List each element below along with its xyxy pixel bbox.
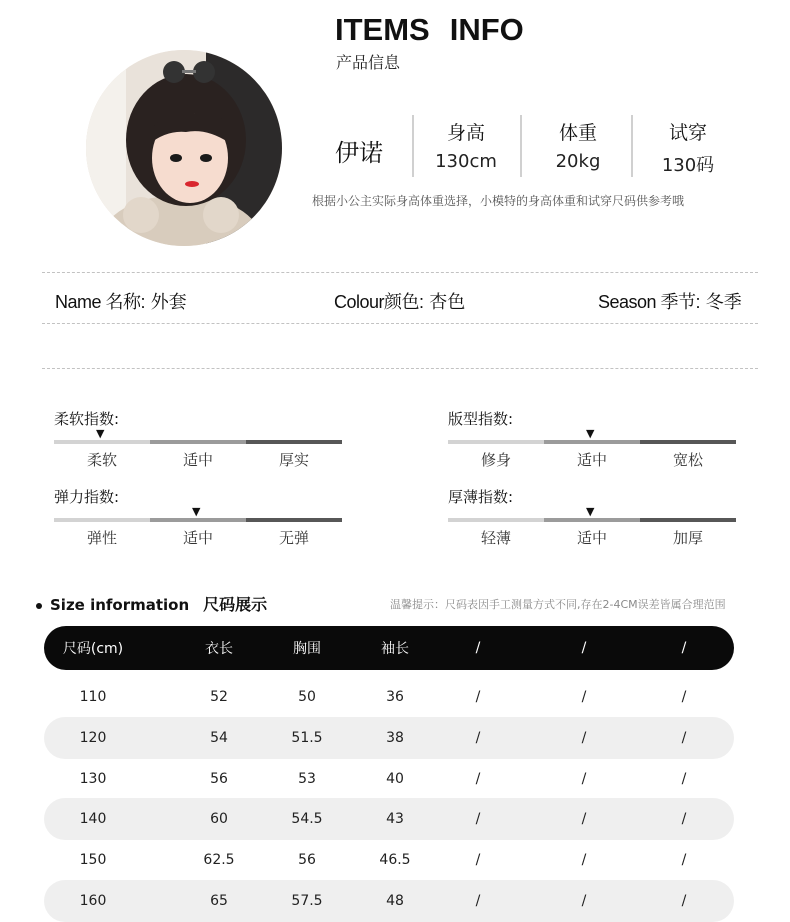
index-bar-segment — [544, 440, 640, 444]
table-cell: / — [581, 770, 587, 787]
table-header-cell: 袖长 — [381, 641, 409, 657]
table-cell: 50 — [298, 689, 316, 705]
index-bar — [54, 518, 342, 522]
dashed-divider — [42, 323, 758, 324]
model-note: 根据小公主实际身高体重选择，小模特的身高体重和试穿尺码供参考哦 — [312, 194, 685, 208]
divider — [412, 115, 414, 177]
title-word-info: INFO — [449, 12, 524, 47]
index-marker-icon: ▼ — [192, 505, 201, 518]
index-bar-segment — [640, 440, 736, 444]
page-subtitle: 产品信息 — [336, 53, 401, 72]
table-cell: 51.5 — [291, 729, 323, 746]
table-cell: / — [581, 729, 587, 746]
index-bar — [448, 440, 736, 444]
stat-value: 130cm — [435, 151, 497, 172]
table-cell: 65 — [210, 893, 228, 909]
table-cell: 56 — [298, 852, 316, 869]
table-cell: / — [681, 729, 687, 746]
table-cell: 57.5 — [291, 893, 323, 909]
index-label: 适中 — [182, 529, 213, 547]
size-heading-zh: 尺码展示 — [203, 595, 268, 614]
table-cell: / — [581, 893, 587, 909]
table-cell: 52 — [210, 689, 228, 705]
table-cell: 160 — [79, 893, 107, 909]
table-cell: / — [475, 729, 481, 746]
index-label: 加厚 — [672, 529, 703, 547]
index-marker-icon: ▼ — [586, 427, 595, 440]
table-cell: / — [475, 893, 481, 909]
table-header-cell: 衣长 — [205, 641, 233, 657]
stat-value: 130码 — [661, 155, 715, 176]
table-header-cell: 胸围 — [293, 641, 321, 657]
index-marker-icon: ▼ — [586, 505, 595, 518]
table-cell: 140 — [79, 811, 107, 828]
stat-height — [418, 118, 514, 172]
index-bar-segment — [54, 518, 150, 522]
table-cell: 53 — [298, 770, 316, 787]
index-bar — [54, 440, 342, 444]
product-name-value: 外套 — [150, 292, 187, 313]
divider — [631, 115, 633, 177]
product-season-label: Season 季节: — [598, 292, 701, 312]
product-colour — [334, 288, 465, 314]
product-colour-value: 杏色 — [429, 292, 466, 313]
stat-label: 身高 — [446, 122, 485, 144]
table-cell: 46.5 — [379, 852, 411, 869]
index-label: 厚实 — [278, 451, 309, 469]
table-cell: / — [475, 811, 481, 828]
index-bar-segment — [246, 518, 342, 522]
index-title: 弹力指数: — [54, 488, 120, 506]
product-name-label: Name 名称: — [55, 292, 146, 312]
index-bar-segment — [246, 440, 342, 444]
product-season-value: 冬季 — [705, 292, 742, 313]
table-cell: 36 — [386, 689, 404, 705]
table-cell: / — [581, 852, 587, 869]
table-header-cell: / — [581, 640, 587, 656]
index-label: 轻薄 — [480, 529, 511, 547]
table-cell: 56 — [210, 770, 228, 787]
table-row — [44, 758, 734, 800]
table-cell: / — [681, 689, 687, 705]
stat-value: 20kg — [555, 151, 601, 172]
table-cell: / — [475, 689, 481, 705]
size-tip: 温馨提示：尺码表因手工测量方式不同,存在2-4CM误差皆属合理范围 — [390, 598, 726, 611]
table-cell: / — [681, 770, 687, 787]
index-label: 适中 — [576, 451, 607, 469]
index-label: 适中 — [182, 451, 213, 469]
index-title: 厚薄指数: — [448, 488, 514, 506]
table-cell: 48 — [386, 893, 404, 909]
table-cell: 60 — [210, 811, 228, 828]
index-label: 修身 — [480, 451, 511, 469]
table-cell: 40 — [386, 770, 404, 787]
index-bar-segment — [640, 518, 736, 522]
model-name: 伊诺 — [335, 139, 383, 167]
product-colour-label: Colour颜色: — [334, 292, 424, 312]
table-header-cell: 尺码(cm) — [62, 641, 124, 657]
model-avatar — [86, 50, 282, 246]
table-cell: / — [581, 811, 587, 828]
table-row — [44, 717, 734, 759]
stat-label: 体重 — [558, 122, 597, 144]
table-cell: / — [681, 811, 687, 828]
table-cell: 54.5 — [291, 811, 323, 828]
index-bar-segment — [150, 440, 246, 444]
table-cell: / — [681, 852, 687, 869]
table-row — [44, 880, 734, 922]
index-label: 宽松 — [672, 451, 703, 469]
table-cell: 54 — [210, 729, 228, 746]
table-header-cell: / — [681, 640, 687, 656]
title-word-items: ITEMS — [335, 12, 430, 47]
index-bar-segment — [54, 440, 150, 444]
index-title: 柔软指数: — [54, 410, 120, 428]
index-bar-segment — [448, 440, 544, 444]
index-label: 弹性 — [86, 529, 117, 547]
table-row — [44, 839, 734, 881]
size-heading-en: Size information — [50, 596, 190, 614]
table-cell: 43 — [386, 811, 404, 828]
table-cell: 120 — [79, 729, 107, 746]
stat-weight — [530, 118, 626, 172]
table-cell: / — [475, 852, 481, 869]
table-cell: 38 — [386, 729, 404, 746]
table-row — [44, 798, 734, 840]
product-name — [55, 288, 187, 314]
divider — [520, 115, 522, 177]
index-bar — [448, 518, 736, 522]
index-label: 适中 — [576, 529, 607, 547]
page-title — [335, 12, 524, 48]
index-label: 无弹 — [278, 529, 309, 547]
bullet-dot-icon — [36, 603, 42, 609]
size-heading — [36, 592, 267, 615]
index-bar-segment — [150, 518, 246, 522]
table-row — [44, 676, 734, 718]
stat-label: 试穿 — [668, 122, 707, 144]
table-cell: 62.5 — [203, 852, 235, 869]
dashed-divider — [42, 272, 758, 273]
table-cell: / — [581, 689, 587, 705]
index-bar-segment — [544, 518, 640, 522]
index-bar-segment — [448, 518, 544, 522]
index-marker-icon: ▼ — [96, 427, 105, 440]
table-cell: / — [681, 893, 687, 909]
table-cell: 130 — [79, 770, 107, 787]
dashed-divider — [42, 368, 758, 369]
index-label: 柔软 — [86, 451, 117, 469]
stat-try-size — [640, 118, 736, 177]
index-title: 版型指数: — [448, 410, 514, 428]
product-season — [598, 288, 742, 314]
table-cell: / — [475, 770, 481, 787]
table-header-cell: / — [475, 640, 481, 656]
table-cell: 150 — [79, 852, 107, 869]
size-table-header — [44, 626, 734, 670]
table-cell: 110 — [79, 689, 107, 705]
